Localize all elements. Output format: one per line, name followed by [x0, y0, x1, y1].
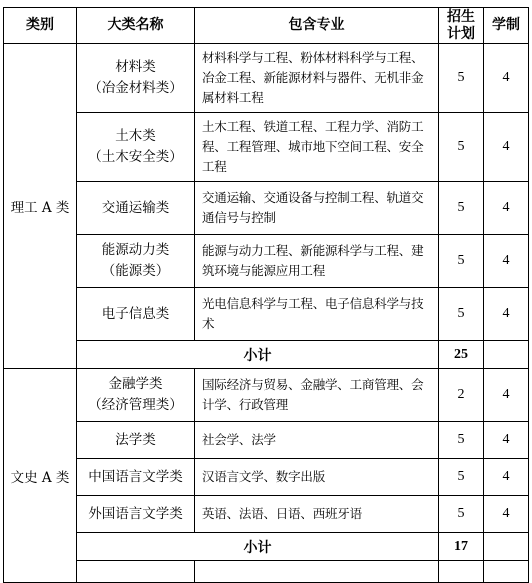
major-class-alias: （能源类） [101, 263, 170, 279]
table-row [4, 235, 529, 288]
years-cell: 4 [484, 369, 529, 422]
major-class-name: 中国语言文学类 [77, 459, 195, 496]
cutoff-cell [439, 561, 484, 583]
table-row [4, 369, 529, 422]
subtotal-value: 25 [439, 341, 484, 369]
quota-cell: 2 [439, 369, 484, 422]
cutoff-cell [195, 561, 439, 583]
table-row [4, 288, 529, 341]
quota-cell: 5 [439, 496, 484, 533]
major-class-name: 交通运输类 [77, 182, 195, 235]
major-class-alias: （经济管理类） [88, 397, 183, 413]
programs-cell: 材料科学与工程、粉体材料科学与工程、冶金工程、新能源材料与器件、无机非金属材料工程 [195, 44, 439, 113]
years-cell: 4 [484, 288, 529, 341]
programs-cell: 社会学、法学 [195, 422, 439, 459]
quota-cell: 5 [439, 288, 484, 341]
major-class-cell [77, 44, 195, 113]
years-cell: 4 [484, 422, 529, 459]
table-row [4, 422, 529, 459]
subtotal-row [4, 533, 529, 561]
major-class-name: 金融学类 [108, 376, 163, 392]
subtotal-label: 小计 [77, 341, 439, 369]
major-class-name: 土木类 [115, 128, 156, 144]
table-row [4, 44, 529, 113]
quota-cell: 5 [439, 44, 484, 113]
years-cell: 4 [484, 235, 529, 288]
major-class-name: 能源动力类 [101, 242, 170, 258]
years-cell: 4 [484, 44, 529, 113]
subtotal-years-empty [484, 533, 529, 561]
major-class-cell [77, 369, 195, 422]
subtotal-years-empty [484, 341, 529, 369]
programs-cell: 能源与动力工程、新能源科学与工程、建筑环境与能源应用工程 [195, 235, 439, 288]
category-cell-humanities: 文史 A 类 [4, 369, 77, 583]
years-cell: 4 [484, 182, 529, 235]
subtotal-row [4, 341, 529, 369]
years-cell: 4 [484, 459, 529, 496]
programs-cell: 英语、法语、日语、西班牙语 [195, 496, 439, 533]
major-class-alias: （土木安全类） [88, 149, 183, 165]
subtotal-label: 小计 [77, 533, 439, 561]
quota-cell: 5 [439, 422, 484, 459]
header-row [4, 8, 529, 44]
header-major-class: 大类名称 [77, 8, 195, 44]
programs-cell: 土木工程、铁道工程、工程力学、消防工程、工程管理、城市地下空间工程、安全工程 [195, 113, 439, 182]
years-cell: 4 [484, 496, 529, 533]
table-row [4, 496, 529, 533]
programs-cell: 汉语言文学、数字出版 [195, 459, 439, 496]
subtotal-value: 17 [439, 533, 484, 561]
table-row-cutoff [4, 561, 529, 583]
header-years: 学制 [484, 8, 529, 44]
years-cell: 4 [484, 113, 529, 182]
major-class-alias: （冶金材料类） [88, 80, 183, 96]
quota-cell: 5 [439, 235, 484, 288]
header-programs: 包含专业 [195, 8, 439, 44]
cutoff-cell [484, 561, 529, 583]
table-row [4, 182, 529, 235]
cutoff-cell [77, 561, 195, 583]
programs-cell: 国际经济与贸易、金融学、工商管理、会计学、行政管理 [195, 369, 439, 422]
programs-cell: 光电信息科学与工程、电子信息科学与技术 [195, 288, 439, 341]
header-quota [439, 8, 484, 44]
major-class-name: 电子信息类 [77, 288, 195, 341]
header-quota-line2: 计划 [447, 25, 475, 42]
category-cell-science: 理工 A 类 [4, 44, 77, 369]
major-class-name: 法学类 [77, 422, 195, 459]
table-row [4, 113, 529, 182]
major-class-name: 外国语言文学类 [77, 496, 195, 533]
header-category: 类别 [4, 8, 77, 44]
table-row [4, 459, 529, 496]
quota-cell: 5 [439, 113, 484, 182]
major-class-name: 材料类 [115, 59, 156, 75]
major-class-cell [77, 113, 195, 182]
admissions-table [3, 7, 529, 583]
major-class-cell [77, 235, 195, 288]
quota-cell: 5 [439, 459, 484, 496]
programs-cell: 交通运输、交通设备与控制工程、轨道交通信号与控制 [195, 182, 439, 235]
quota-cell: 5 [439, 182, 484, 235]
header-quota-line1: 招生 [447, 8, 475, 25]
